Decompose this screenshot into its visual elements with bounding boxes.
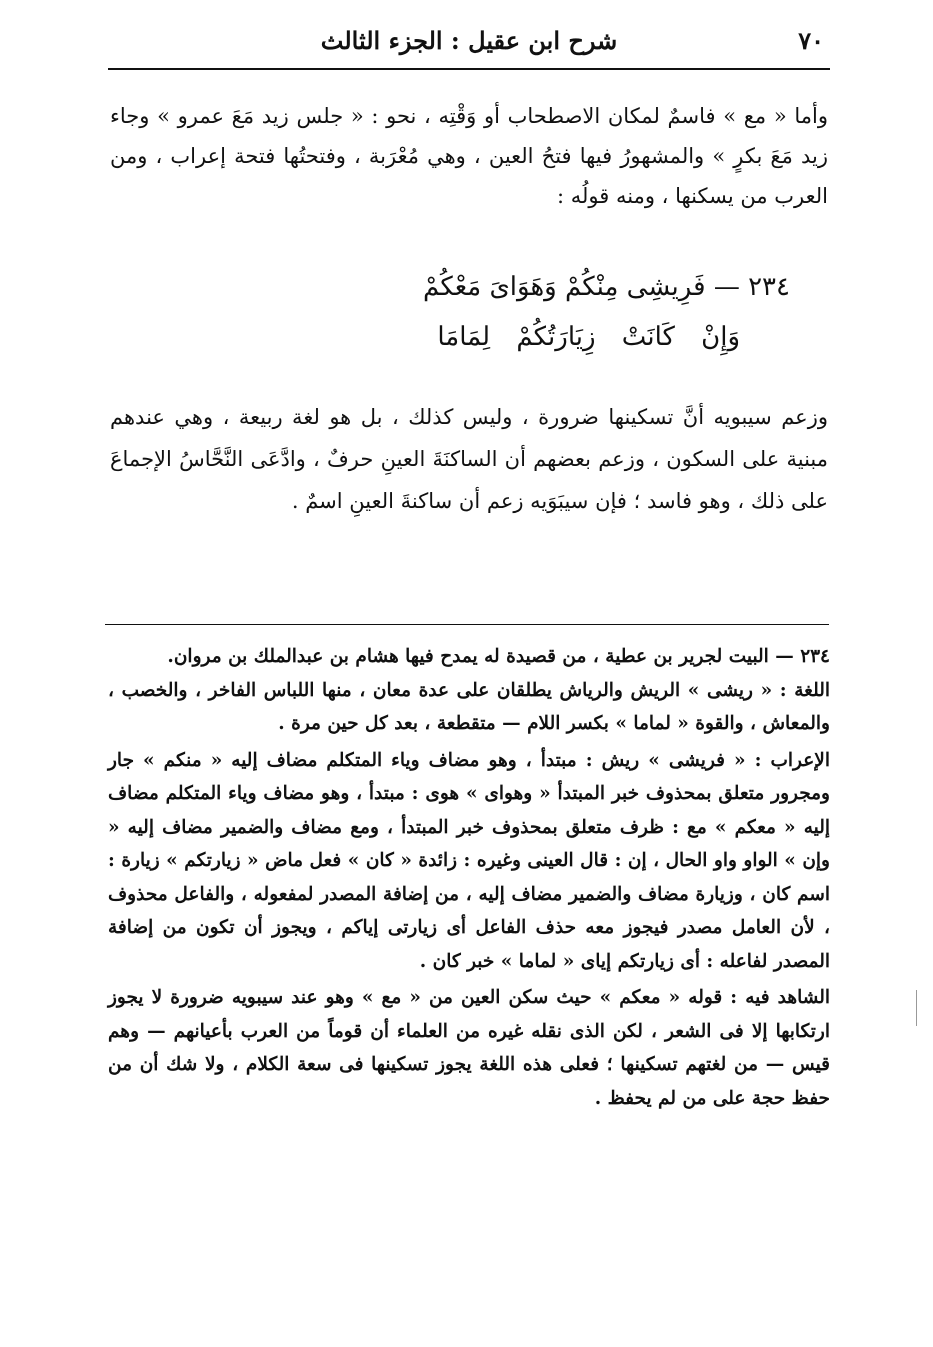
paragraph-1: وأما « مع » فاسمٌ لمكان الاصطحاب أو وَقْتِه ، نحو : « جلس زيد مَعَ عمرو » وجاء زيد مَعَ بكرٍ » والمشهورُ فيها فتحُ العين ، وهي مُعْرَبة ، وفتحتُها فتحة إعراب ، ومن العرب من يسكنها ، ومنه قولُه :: [110, 104, 828, 208]
page-number: ٧٠: [798, 26, 824, 55]
verse-line-1: [423, 272, 790, 302]
header-rule: [108, 68, 830, 70]
paragraph-2: وزعم سيبويه أنَّ تسكينها ضرورة ، وليس كذلك ، بل هو لغة ربيعة ، وهي عندهم مبنية على السكون ، وزعم بعضهم أن الساكنَةَ العينِ حرفٌ ، وادَّعَى النَّحَّاسُ الإجماعَ على ذلك ، وهو فاسد ؛ فإن سيبَوَيه زعم أن ساكنةَ العينِ اسمٌ .: [110, 405, 828, 513]
poetry-verse: [150, 272, 790, 372]
verse-second-hemistich: وَإِنْ كَانَتْ زِيَارَتُكُمْ لِمَامَا: [437, 322, 740, 352]
footnote-divider: [105, 624, 829, 625]
footnotes: [108, 640, 830, 1115]
page-header: [108, 22, 830, 62]
scan-margin-mark: [916, 990, 917, 1026]
running-title: شرح ابن عقيل : الجزء الثالث: [320, 26, 618, 55]
footnote-evidence: الشاهد فيه : قوله « معكم » حيث سكن العين من « مع » وهو عند سيبويه ضرورة لا يجوز ارتكابها إلا فى الشعر ، لكن الذى نقله غيره من العلماء أن قوماً من العرب بأعيانهم — وهم قيس — من لغتهم تسكينها ؛ فعلى هذه اللغة يجوز تسكينها فى سعة الكلام ، ولا شك أن من حفظ حجة على من لم يحفظ .: [108, 987, 830, 1109]
footnote-language: اللغة : « ريشى » الريش والرياش يطلقان على عدة معان ، منها اللباس الفاخر ، والخصب ، والمعاش ، والقوة « لماما » بكسر اللام — متقطعة ، بعد كل حين مرة .: [108, 679, 830, 734]
footnote-source: ٢٣٤ — البيت لجرير بن عطية ، من قصيدة له يمدح فيها هشام بن عبدالملك بن مروان.: [167, 646, 830, 667]
verse-first-hemistich: فَرِيشِى مِنْكُمْ وَهَوَاىَ مَعْكُمْ: [423, 272, 706, 302]
verse-number: ٢٣٤ —: [713, 272, 790, 302]
main-text-continued: [110, 396, 828, 522]
footnote-parsing: الإعراب : « فريشى » ريش : مبتدأ ، وهو مضاف وياء المتكلم مضاف إليه « منكم » جار ومجرور متعلق بمحذوف خبر المبتدأ « وهواى » هوى : مبتدأ ، وهو مضاف وياء المتكلم مضاف إليه « معكم » مع : ظرف متعلق بمحذوف خبر المبتدأ ، ومع مضاف والضمير مضاف إليه « وإن » الواو واو الحال ، إن : قال العينى وغيره : زائدة « كان » فعل ماض « زيارتكم » زيارة : اسم كان ، وزيارة مضاف والضمير مضاف إليه ، من إضافة المصدر لمفعوله ، والفاعل محذوف ، لأن العامل مصدر فيجوز معه حذف الفاعل أى زيارتى إياكم ، ويجوز أن تكون من إضافة المصدر لفاعله : أى زيارتكم إياى « لماما » خبر كان .: [108, 749, 830, 972]
main-text: [110, 96, 828, 216]
